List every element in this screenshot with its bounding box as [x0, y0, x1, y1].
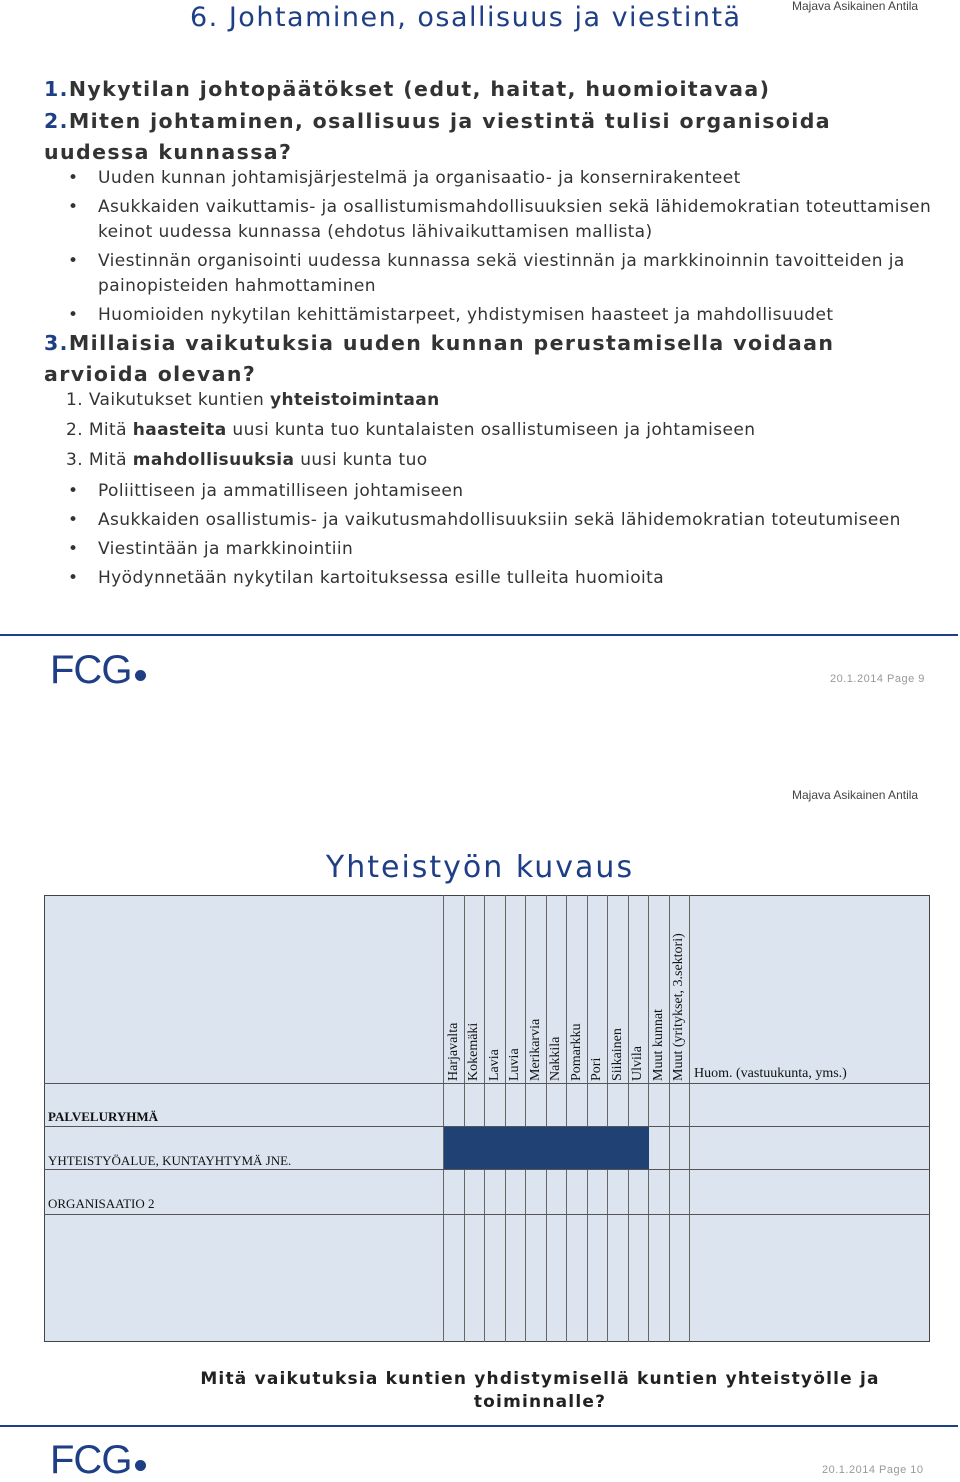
heading-1: [44, 74, 934, 105]
column-header: Nakkila: [548, 1036, 563, 1081]
list-item: • Viestintään ja markkinointiin: [48, 537, 938, 562]
grid-line: [669, 895, 670, 1342]
heading-1-number: 1.: [44, 77, 69, 101]
heading-3-number: 3.: [44, 331, 69, 355]
row-label: YHTEISTYÖALUE, KUNTAYHTYMÄ JNE.: [48, 1153, 292, 1168]
huom-header: Huom. (vastuukunta, yms.): [694, 1066, 847, 1081]
column-header: Merikarvia: [528, 1018, 543, 1081]
grid-line: [628, 895, 629, 1342]
page-title: 6. Johtaminen, osallisuus ja viestintä: [190, 2, 742, 33]
list-item: 1. Vaikutukset kuntien yhteistoimintaan: [66, 390, 440, 410]
column-header: Luvia: [507, 1048, 522, 1081]
column-header: Pori: [589, 1057, 604, 1081]
list-item: • Asukkaiden osallistumis- ja vaikutusmahdollisuuksiin sekä lähidemokratian toteutumiseen: [48, 508, 938, 533]
grid-line: [566, 895, 567, 1342]
heading-2-number: 2.: [44, 109, 69, 133]
footer-page-2: 20.1.2014 Page 10: [822, 1464, 924, 1476]
author-label-2: Majava Asikainen Antila: [792, 788, 919, 802]
column-header: Harjavalta: [446, 1022, 461, 1081]
footer-divider: [0, 634, 958, 636]
heading-2: [44, 106, 934, 168]
heading-1-text: Nykytilan johtopäätökset (edut, haitat, huomioitavaa): [68, 77, 771, 101]
heading-2-text: Miten johtaminen, osallisuus ja viestintä tulisi organisoida uudessa kunnassa?: [44, 109, 832, 164]
grid-line: [464, 895, 465, 1342]
cooperation-grid: [44, 895, 930, 1342]
list-item: • Hyödynnetään nykytilan kartoituksessa esille tulleita huomioita: [48, 566, 938, 591]
column-header: Muut kunnat: [651, 1009, 666, 1081]
logo-dot-icon: [135, 1460, 146, 1471]
slide-2-title: Yhteistyön kuvaus: [325, 850, 635, 885]
footer-page: 20.1.2014 Page 9: [830, 673, 925, 685]
grid-line: [689, 895, 690, 1342]
column-header: Muut (yritykset, 3.sektori): [671, 933, 686, 1081]
list-item: • Uuden kunnan johtamisjärjestelmä ja organisaatio- ja konsernirakenteet: [48, 166, 938, 191]
grid-line: [484, 895, 485, 1342]
grid-line: [505, 895, 506, 1342]
row-label: PALVELURYHMÄ: [48, 1109, 159, 1124]
numbered-sub-list: [66, 388, 936, 478]
list-item: • Asukkaiden vaikuttamis- ja osallistumismahdollisuuksien sekä lähidemokratian toteuttamisen keinot uudessa kunnassa (ehdotus lähivaikuttamisen mallista): [48, 195, 938, 245]
grid-line: [44, 1083, 930, 1084]
heading-3: [44, 328, 934, 390]
column-header: Pomarkku: [569, 1023, 584, 1081]
grid-line: [44, 1214, 930, 1215]
grid-line: [525, 895, 526, 1342]
list-item: • Huomioiden nykytilan kehittämistarpeet, yhdistymisen haasteet ja mahdollisuudet: [48, 303, 938, 328]
list-item: • Viestinnän organisointi uudessa kunnassa sekä viestinnän ja markkinoinnin tavoitteiden ja painopisteiden hahmottaminen: [48, 249, 938, 299]
logo-dot-icon: [135, 670, 146, 681]
grid-line: [443, 895, 444, 1342]
column-header: Ulvila: [630, 1046, 645, 1081]
list-item: • Poliittiseen ja ammatilliseen johtamiseen: [48, 479, 938, 504]
fcg-logo: FCG: [50, 650, 146, 690]
grid-line: [607, 895, 608, 1342]
footer-divider-2: [0, 1425, 958, 1427]
bullet-list-2: [48, 166, 938, 332]
heading-3-text: Millaisia vaikutuksia uuden kunnan perustamisella voidaan arvioida olevan?: [44, 331, 835, 386]
column-header: Lavia: [487, 1049, 502, 1081]
fcg-logo-2: FCG: [50, 1440, 146, 1480]
grid-line: [546, 895, 547, 1342]
bullet-list-3: [48, 479, 938, 595]
column-header: Kokemäki: [466, 1022, 481, 1081]
author-label: Majava Asikainen Antila: [792, 0, 919, 13]
highlighted-cells: [444, 1127, 649, 1169]
list-item: 3. Mitä mahdollisuuksia uusi kunta tuo: [66, 450, 428, 470]
column-header: Siikainen: [610, 1028, 625, 1081]
grid-line: [587, 895, 588, 1342]
row-label: ORGANISAATIO 2: [48, 1196, 155, 1211]
grid-line: [44, 1169, 930, 1170]
list-item: 2. Mitä haasteita uusi kunta tuo kuntalaisten osallistumiseen ja johtamiseen: [66, 420, 756, 440]
grid-line: [648, 895, 649, 1342]
question-text: Mitä vaikutuksia kuntien yhdistymisellä kuntien yhteistyölle ja toiminnalle?: [200, 1369, 880, 1412]
